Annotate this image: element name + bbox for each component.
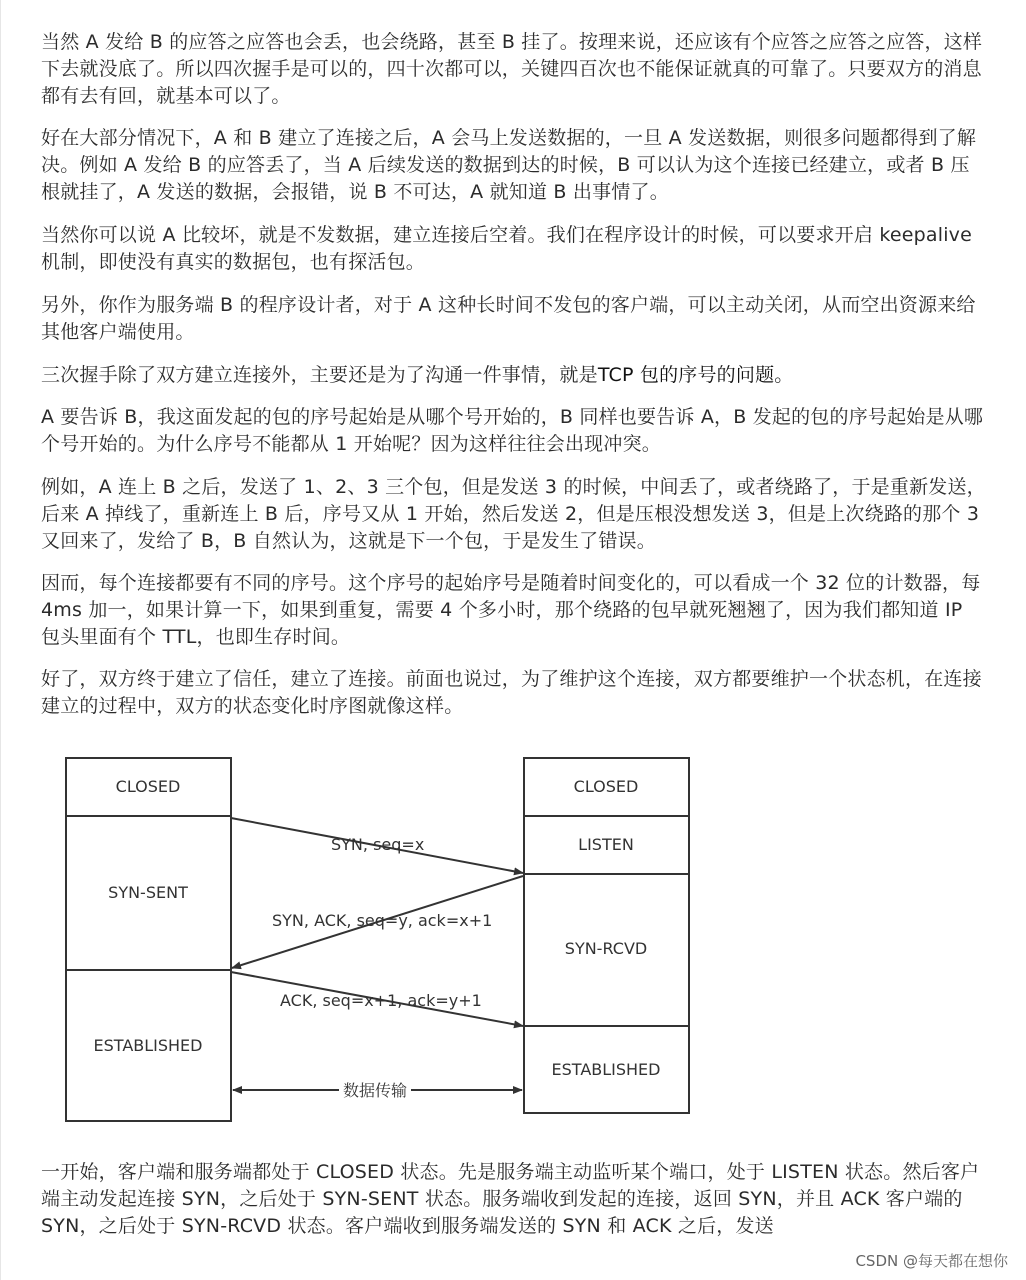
paragraph: 当然你可以说 A 比较坏，就是不发数据，建立连接后空着。我们在程序设计的时候，可以要求开启 keepalive 机制，即使没有真实的数据包，也有探活包。 xyxy=(41,224,973,273)
server-state-label: CLOSED xyxy=(573,777,639,796)
paragraph: A 要告诉 B，我这面发起的包的序号起始是从哪个号开始的，B 同样也要告诉 A，B 发起的包的序号起始是从哪个号开始的。为什么序号不能都从 1 开始呢？因为这样往往会出现冲突。 xyxy=(41,406,984,455)
paragraph xyxy=(41,362,986,389)
client-state-label: CLOSED xyxy=(115,777,181,796)
syn-message-label: SYN, seq=x xyxy=(331,835,425,854)
client-state-column xyxy=(66,758,231,1121)
client-state-label: ESTABLISHED xyxy=(93,1036,203,1055)
server-state-label: SYN-RCVD xyxy=(564,939,648,958)
paragraph: 一开始，客户端和服务端都处于 CLOSED 状态。先是服务端主动监听某个端口，处于 LISTEN 状态。然后客户端主动发起连接 SYN，之后处于 SYN-SENT 状态。服务端收到发起的连接，返回 SYN，并且 ACK 客户端的 SYN，之后处于 SYN-RCVD 状态。客户端收到服务端发送的 SYN 和 ACK 之后，发送 xyxy=(41,1161,980,1237)
paragraph-text: 三次握手除了双方建立连接外，主要还是为了沟通一件事情，就是 xyxy=(41,364,598,386)
paragraph: 当然 A 发给 B 的应答之应答也会丢，也会绕路，甚至 B 挂了。按理来说，还应该有个应答之应答之应答，这样下去就没底了。所以四次握手是可以的，四十次都可以，关键四百次也不能保证就真的可靠了。只要双方的消息都有去有回，就基本可以了。 xyxy=(41,31,983,107)
ack-message-label: ACK, seq=x+1, ack=y+1 xyxy=(280,991,482,1010)
server-state-label: LISTEN xyxy=(578,835,634,854)
tcp-handshake-diagram xyxy=(61,752,693,1124)
paragraph: 另外，你作为服务端 B 的程序设计者，对于 A 这种长时间不发包的客户端，可以主动关闭，从而空出资源来给其他客户端使用。 xyxy=(41,294,976,343)
paragraph: 好在大部分情况下，A 和 B 建立了连接之后，A 会马上发送数据的，一旦 A 发送数据，则很多问题都得到了解决。例如 A 发给 B 的应答丢了，当 A 后续发送的数据到达的时候，B 可以认为这个连接已经建立，或者 B 压根就挂了，A 发送的数据，会报错，说 B 不可达，A 就知道 B 出事情了。 xyxy=(41,127,977,203)
csdn-watermark: CSDN @每天都在想你 xyxy=(855,1252,1008,1270)
syn-ack-message-label: SYN, ACK, seq=y, ack=x+1 xyxy=(272,911,493,930)
data-transfer-label: 数据传输 xyxy=(342,1081,408,1100)
paragraph-emphasis: TCP 包的序号的问题。 xyxy=(597,364,794,386)
server-state-label: ESTABLISHED xyxy=(551,1060,661,1079)
paragraph: 好了，双方终于建立了信任，建立了连接。前面也说过，为了维护这个连接，双方都要维护一个状态机，在连接建立的过程中，双方的状态变化时序图就像这样。 xyxy=(41,668,982,717)
paragraph: 例如，A 连上 B 之后，发送了 1、2、3 三个包，但是发送 3 的时候，中间丢了，或者绕路了，于是重新发送，后来 A 掉线了，重新连上 B 后，序号又从 1 开始，然后发送 2，但是压根没想发送 3，但是上次绕路的那个 3 又回来了，发给了 B，B 自然认为，这就是下一个包，于是发生了错误。 xyxy=(41,476,986,552)
client-state-label: SYN-SENT xyxy=(108,883,188,902)
paragraph: 因而，每个连接都要有不同的序号。这个序号的起始序号是随着时间变化的，可以看成一个 32 位的计数器，每 4ms 加一，如果计算一下，如果到重复，需要 4 个多小时，那个绕路的包早就死翘翘了，因为我们都知道 IP 包头里面有个 TTL，也即生存时间。 xyxy=(41,572,981,648)
